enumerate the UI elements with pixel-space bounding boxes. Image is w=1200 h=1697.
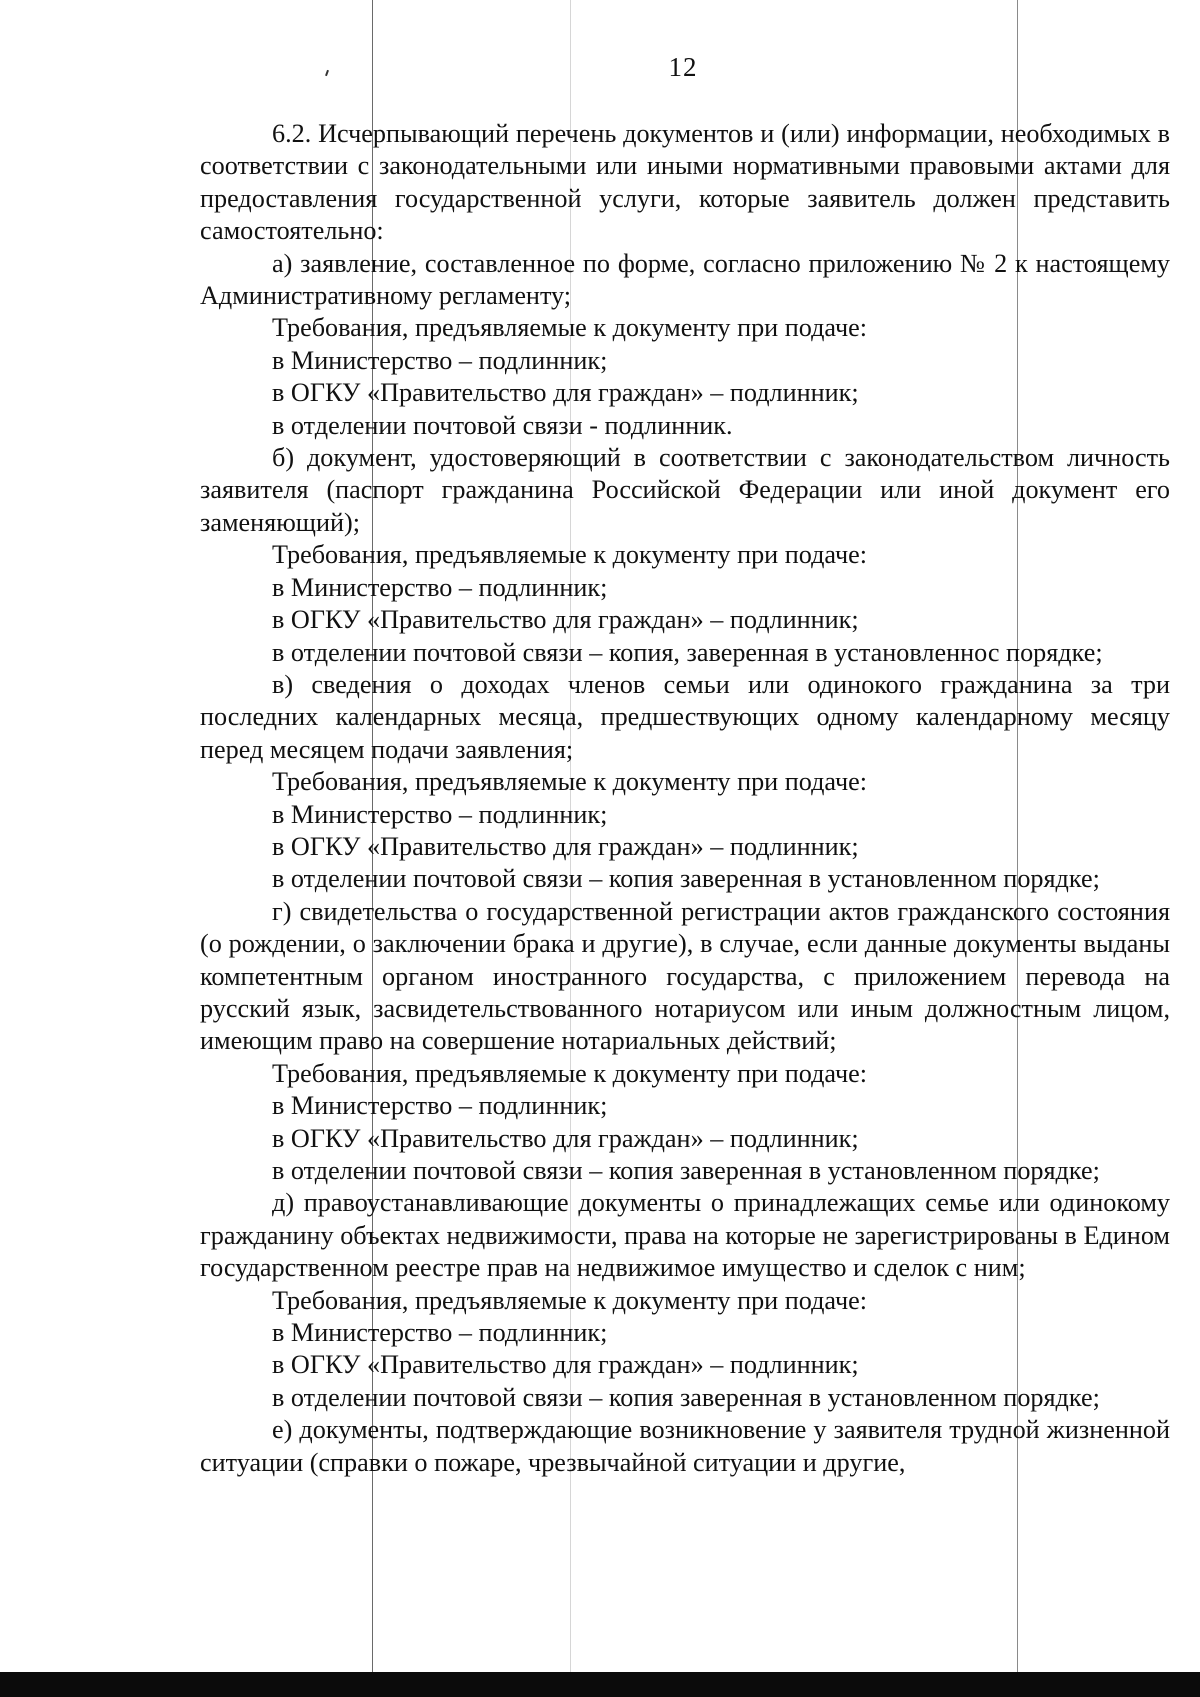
paragraph: в ОГКУ «Правительство для граждан» – подлинник; bbox=[272, 378, 859, 408]
paragraph: Требования, предъявляемые к документу при подаче: bbox=[272, 313, 868, 343]
paragraph: в Министерство – подлинник; bbox=[272, 1318, 608, 1348]
paragraph: в отделении почтовой связи – копия заверенная в установленном порядке; bbox=[272, 864, 1100, 894]
paragraph: в Министерство – подлинник; bbox=[272, 799, 608, 829]
paragraph: в отделении почтовой связи - подлинник. bbox=[272, 410, 733, 440]
paragraph: б) документ, удостоверяющий в соответствии с законодательством личность заявителя (паспорт гражданина Российской Федерации или иной документ его заменяющий); bbox=[200, 443, 1170, 537]
paragraph: в ОГКУ «Правительство для граждан» – подлинник; bbox=[272, 605, 859, 635]
paragraph: в отделении почтовой связи – копия заверенная в установленном порядке; bbox=[272, 1156, 1100, 1185]
paragraph: в ОГКУ «Правительство для граждан» – подлинник; bbox=[272, 1350, 859, 1380]
paragraph: Требования, предъявляемые к документу при подаче: bbox=[272, 1058, 868, 1088]
paragraph: Требования, предъявляемые к документу при подаче: bbox=[272, 767, 868, 797]
paragraph: в) сведения о доходах членов семьи или одинокого гражданина за три последних календарных месяца, предшествующих одному календарному месяцу перед месяцем подачи заявления; bbox=[200, 669, 1170, 764]
paragraph: Требования, предъявляемые к документу при подаче: bbox=[272, 1285, 868, 1315]
scan-bottom-edge bbox=[0, 1672, 1200, 1697]
paragraph: в Министерство – подлинник; bbox=[272, 572, 608, 602]
paragraph: в Министерство – подлинник; bbox=[272, 345, 608, 375]
paragraph: е) документы, подтверждающие возникновение у заявителя трудной жизненной ситуации (справки о пожаре, чрезвычайной ситуации и другие, bbox=[200, 1415, 1170, 1477]
paragraph: 6.2. Исчерпывающий перечень документов и (или) информации, необходимых в соответствии с законодательными или иными нормативными правовыми актами для предоставления государственной услуги, которые заявитель должен представить самостоятельно: bbox=[200, 119, 1170, 246]
document-body bbox=[200, 118, 1170, 1479]
paragraph: в отделении почтовой связи – копия, заверенная в установленнос порядке; bbox=[272, 637, 1103, 667]
paragraph: в Министерство – подлинник; bbox=[272, 1091, 608, 1121]
paragraph: в ОГКУ «Правительство для граждан» – подлинник; bbox=[272, 1123, 859, 1153]
paragraph: Требования, предъявляемые к документу при подаче: bbox=[272, 540, 868, 570]
paragraph: а) заявление, составленное по форме, согласно приложению № 2 к настоящему Административному регламенту; bbox=[200, 248, 1170, 311]
page-number: 12 bbox=[668, 52, 698, 82]
paragraph: в отделении почтовой связи – копия заверенная в установленном порядке; bbox=[272, 1382, 1100, 1412]
paragraph: г) свидетельства о государственной регистрации актов гражданского состояния (о рождении, о заключении брака и другие), в случае, если данные документы выданы компетентным органом иностранного государства, с приложением перевода на русский язык, засвидетельствованного нотариусом или иным должностным лицом, имеющим право на совершение нотариальных действий; bbox=[200, 896, 1170, 1056]
paragraph: в ОГКУ «Правительство для граждан» – подлинник; bbox=[272, 831, 859, 861]
paragraph: д) правоустанавливающие документы о принадлежащих семье или одинокому гражданину объектах недвижимости, права на которые не зарегистрированы в Едином государственном реестре прав на недвижимое имущество и сделок с ним; bbox=[200, 1188, 1170, 1283]
